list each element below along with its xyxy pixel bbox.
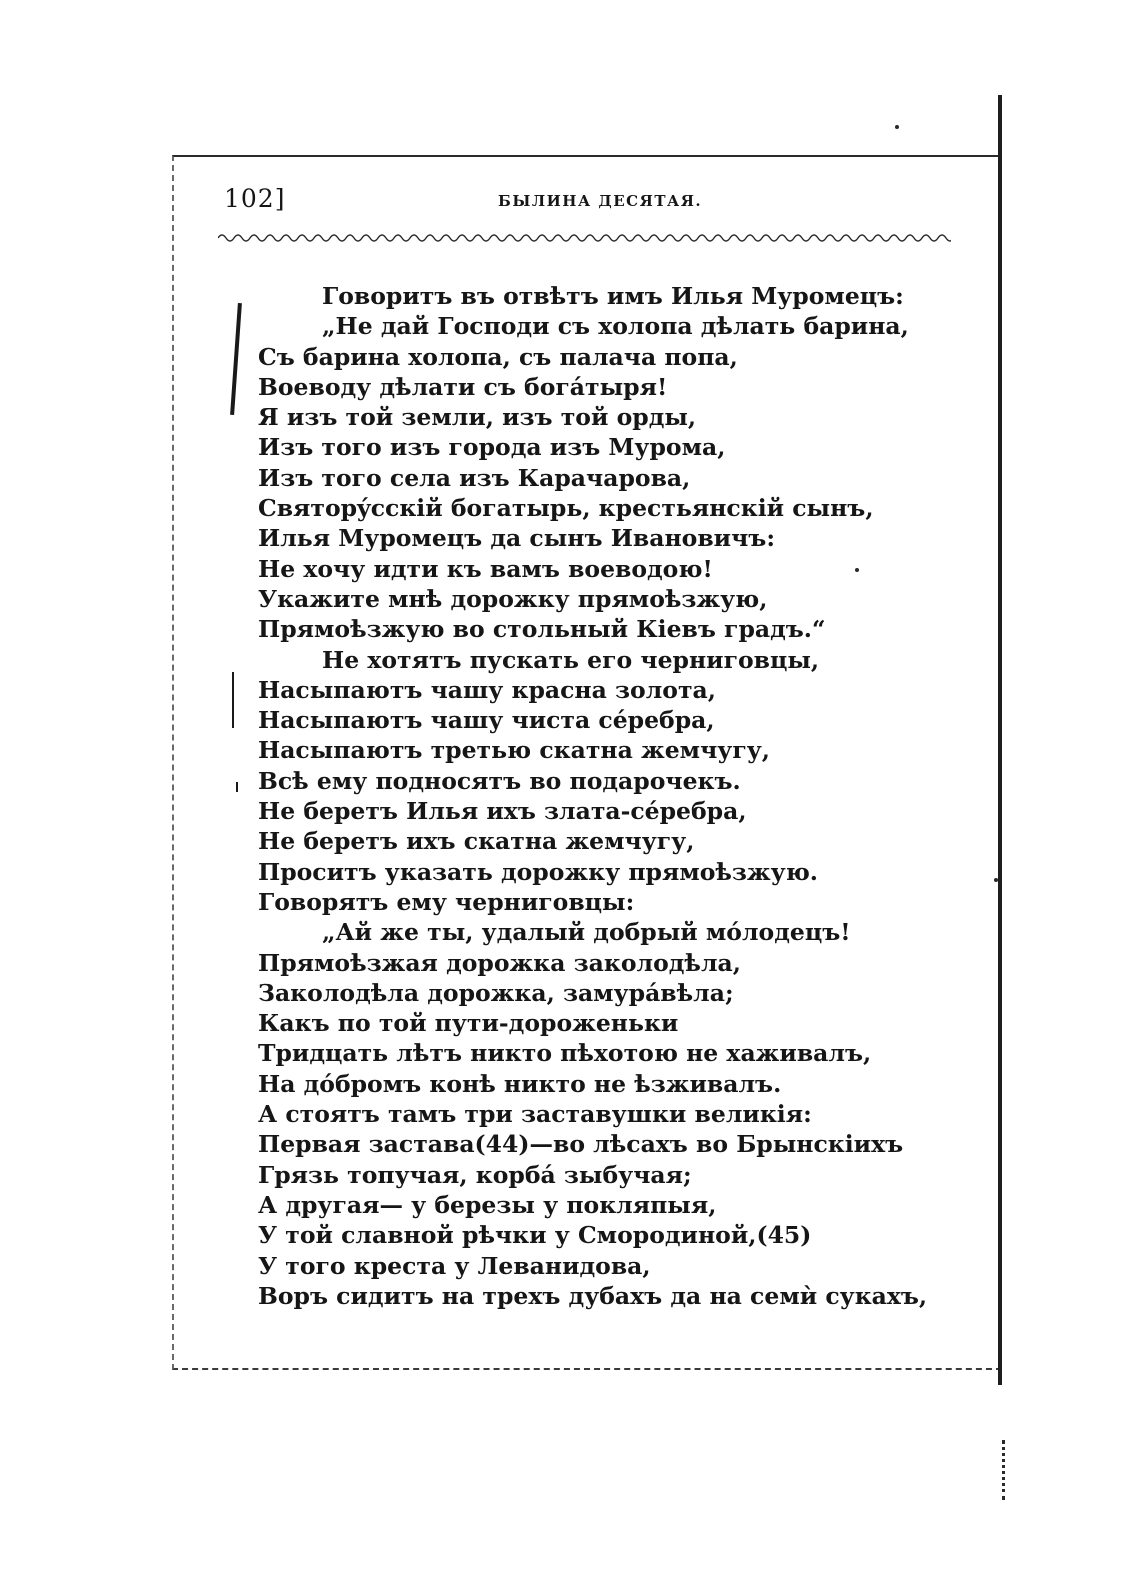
verse-line: Воеводу дѣлати съ богáтыря! xyxy=(258,372,668,401)
verse-line: Святорýсскій богатырь, крестьянскій сынъ, xyxy=(258,494,874,523)
verse-line: Не беретъ Илья ихъ злата-сéребра, xyxy=(258,797,747,826)
margin-pencil-mark xyxy=(232,672,234,728)
ink-speck xyxy=(994,878,998,882)
verse-line: Илья Муромецъ да сынъ Ивановичъ: xyxy=(258,524,775,553)
verse-line: Изъ того села изъ Карачарова, xyxy=(258,463,691,492)
verse-line: У той славной рѣчки у Смородиной,(45) xyxy=(258,1221,812,1250)
verse-line: Первая застава(44)—во лѣсахъ во Брынскіихъ xyxy=(258,1130,904,1159)
running-title: БЫЛИНА ДЕСЯТАЯ. xyxy=(498,192,703,210)
ink-speck xyxy=(895,125,899,129)
verse-line: Я изъ той земли, изъ той орды, xyxy=(258,403,697,432)
verse-line: Какъ по той пути-дороженьки xyxy=(258,1009,679,1038)
verse-line: Проситъ указать дорожку прямоѣзжую. xyxy=(258,857,818,886)
verse-line: Воръ сидитъ на трехъ дубахъ да на семѝ сукахъ, xyxy=(258,1281,928,1310)
verse-line: Грязь топучая, корбá зыбучая; xyxy=(258,1160,692,1189)
verse-line: Прямоѣзжую во стольный Кіевъ градъ.“ xyxy=(258,615,826,644)
verse-line: На дóбромъ конѣ никто не ѣзживалъ. xyxy=(258,1069,782,1098)
verse-line: Прямоѣзжая дорожка заколодѣла, xyxy=(258,948,741,977)
verse-line: А другая— у березы у покляпыя, xyxy=(258,1190,717,1219)
page-edge-stub xyxy=(1002,1440,1008,1500)
wavy-divider xyxy=(218,231,951,245)
margin-pencil-mark xyxy=(236,782,238,792)
verse-text xyxy=(258,281,958,1311)
verse-line: Не беретъ ихъ скатна жемчугу, xyxy=(258,827,695,856)
verse-line: Всѣ ему подносятъ во подарочекъ. xyxy=(258,766,741,795)
verse-line: У того креста у Леванидова, xyxy=(258,1251,651,1280)
verse-line: Насыпаютъ чашу красна золота, xyxy=(258,675,716,704)
verse-line: Заколодѣла дорожка, замурáвѣла; xyxy=(258,978,734,1007)
verse-line: „Не дай Господи съ холопа дѣлать барина, xyxy=(322,312,909,341)
verse-line: Не хочу идти къ вамъ воеводою! xyxy=(258,554,713,583)
verse-line: Укажите мнѣ дорожку прямоѣзжую, xyxy=(258,584,768,613)
verse-line: Тридцать лѣтъ никто пѣхотою не хаживалъ, xyxy=(258,1039,872,1068)
verse-line: А стоятъ тамъ три заставушки великія: xyxy=(258,1100,812,1129)
verse-line: „Ай же ты, удалый добрый мóлодецъ! xyxy=(322,918,851,947)
page-number: 102] xyxy=(224,184,286,213)
verse-line: Говорятъ ему черниговцы: xyxy=(258,887,635,916)
page-edge-line xyxy=(998,95,1002,1385)
verse-line: Насыпаютъ чашу чиста сéребра, xyxy=(258,706,715,735)
verse-line: Говоритъ въ отвѣтъ имъ Илья Муромецъ: xyxy=(322,282,904,310)
verse-line: Насыпаютъ третью скатна жемчугу, xyxy=(258,736,770,765)
verse-line: Не хотятъ пускать его черниговцы, xyxy=(322,645,820,674)
verse-line: Изъ того изъ города изъ Мурома, xyxy=(258,433,726,462)
verse-line: Съ барина холопа, съ палача попа, xyxy=(258,342,738,371)
